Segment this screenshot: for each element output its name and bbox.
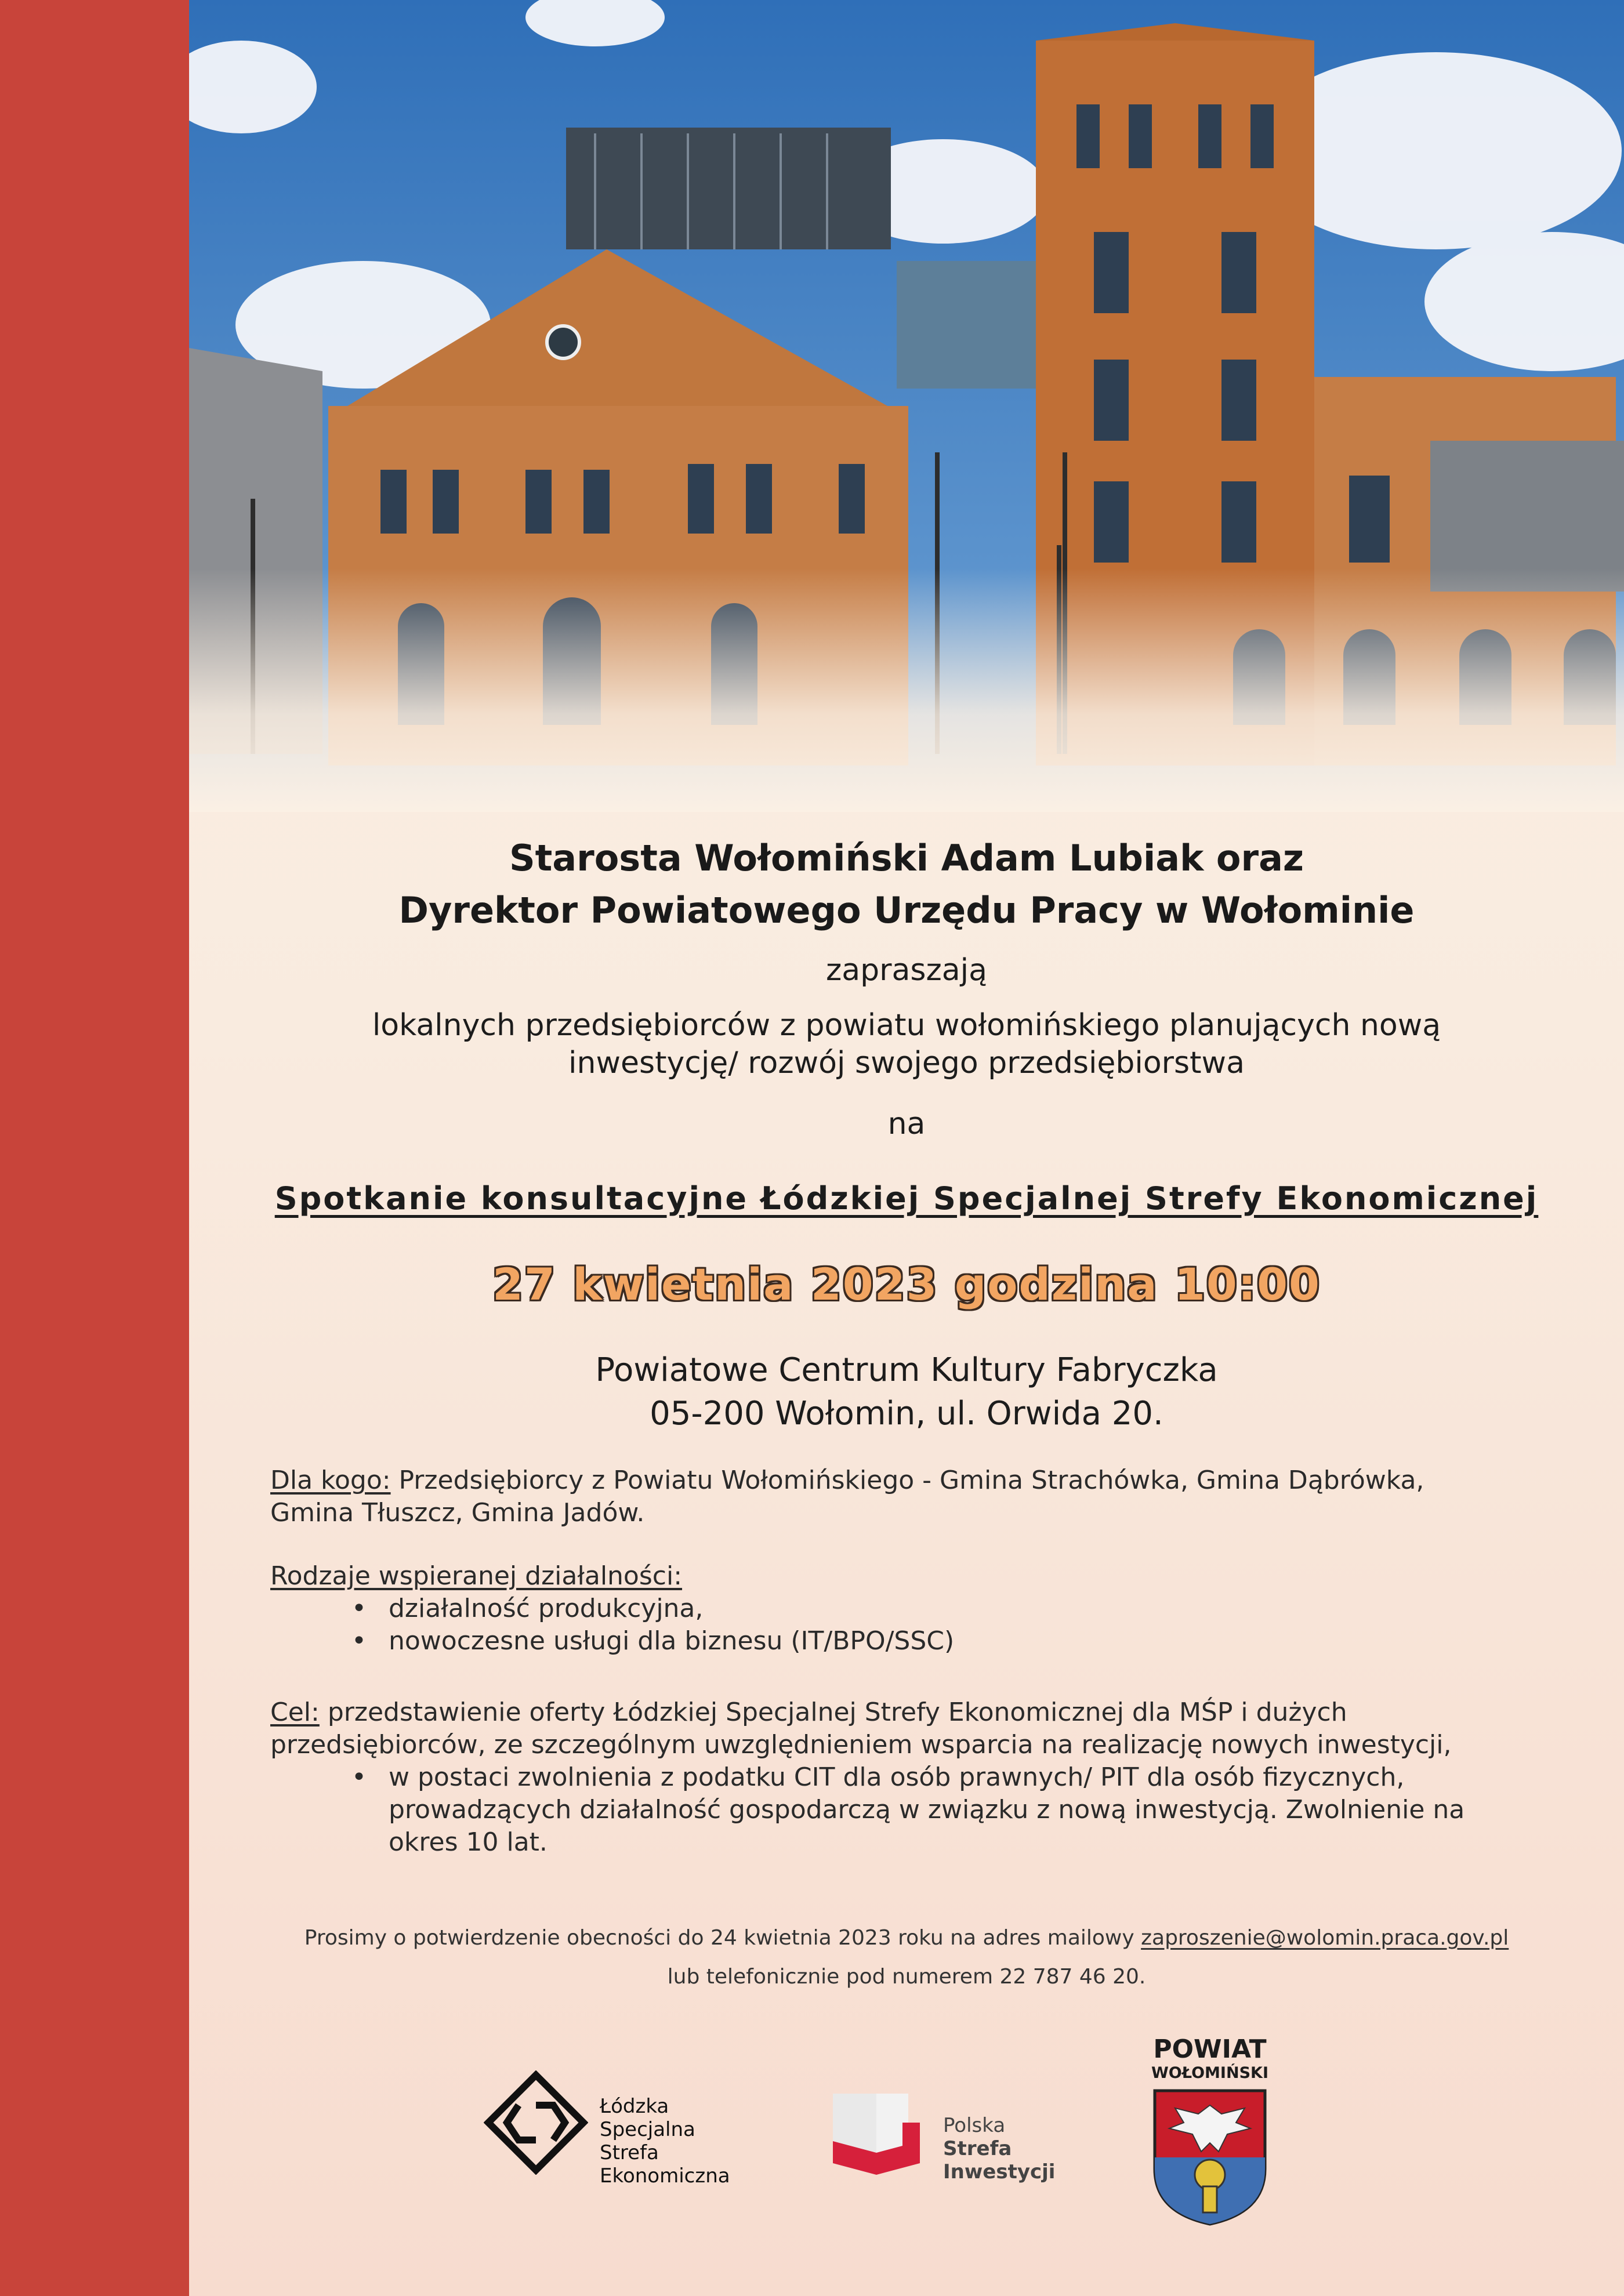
header-line-2: Dyrektor Powiatowego Urzędu Pracy w Wołominie — [398, 889, 1415, 931]
invite-na: na — [887, 1107, 926, 1141]
activities-section — [270, 1560, 1430, 1657]
list-item: • nowoczesne usługi dla biznesu (IT/BPO/SSC) — [351, 1625, 1430, 1657]
red-side-bar — [0, 0, 189, 2296]
venue-line-2: 05-200 Wołomin, ul. Orwida 20. — [650, 1395, 1163, 1432]
list-item: • działalność produkcyjna, — [351, 1593, 1430, 1625]
coat-of-arms-icon — [1152, 2088, 1268, 2227]
header-line-1: Starosta Wołomiński Adam Lubiak oraz — [509, 837, 1304, 879]
for-whom-text-1: Przedsiębiorcy z Powiatu Wołomińskiego - Gmina Strachówka, Gmina Dąbrówka, — [390, 1466, 1424, 1495]
goal-section — [270, 1696, 1546, 1859]
lsse-text-3: Ekonomiczna — [600, 2164, 730, 2188]
invite-verb: zapraszają — [826, 953, 987, 988]
goal-list — [351, 1761, 1546, 1859]
rsvp-text: Prosimy o potwierdzenie obecności do 24 kwietnia 2023 roku na adres mailowy — [304, 1926, 1141, 1950]
psi-text-2: Strefa Inwestycji — [943, 2137, 1056, 2183]
goal-text-1: przedstawienie oferty Łódzkiej Specjalnej Strefy Ekonomicznej dla MŚP i dużych — [319, 1697, 1347, 1727]
event-title: Spotkanie konsultacyjne Łódzkiej Specjalnej Strefy Ekonomicznej — [274, 1180, 1539, 1217]
for-whom-label: Dla kogo: — [270, 1466, 391, 1495]
activities-label: Rodzaje wspieranej działalności: — [270, 1561, 683, 1591]
for-whom-section — [270, 1464, 1430, 1529]
psi-flag-icon — [821, 2088, 926, 2186]
powiat-text-1: POWIAT — [1153, 2034, 1267, 2064]
lsse-text-1: Łódzka — [600, 2095, 669, 2118]
event-datetime: 27 kwietnia 2023 godzina 10:00 — [492, 1258, 1321, 1310]
goal-bullet-line-1: • w postaci zwolnienia z podatku CIT dla osób prawnych/ PIT dla osób fizycznych, — [389, 1762, 1405, 1792]
audience-line-2: inwestycję/ rozwój swojego przedsiębiorstwa — [568, 1046, 1245, 1080]
goal-bullet-line-2: prowadzących działalność gospodarczą w związku z nową inwestycją. Zwolnienie na — [389, 1795, 1465, 1825]
audience-line-1: lokalnych przedsiębiorców z powiatu wołomińskiego planujących nową — [372, 1008, 1441, 1043]
venue-line-1: Powiatowe Centrum Kultury Fabryczka — [595, 1351, 1218, 1389]
polska-strefa-inwestycji-logo — [821, 2088, 1123, 2186]
powiat-text-2: WOŁOMIŃSKI — [1151, 2064, 1268, 2082]
content-area — [189, 0, 1624, 2296]
goal-text-2: przedsiębiorców, ze szczególnym uwzględnieniem wsparcia na realizację nowych inwestycji, — [270, 1730, 1452, 1760]
psi-text-1: Polska — [943, 2114, 1006, 2137]
rsvp-line — [189, 1924, 1624, 1952]
rsvp-phone: lub telefonicznie pod numerem 22 787 46 20. — [667, 1965, 1146, 1989]
for-whom-text-2: Gmina Tłuszcz, Gmina Jadów. — [270, 1498, 645, 1528]
lsse-logo — [484, 2070, 739, 2188]
goal-label: Cel: — [270, 1697, 320, 1727]
activities-list — [351, 1593, 1430, 1657]
list-item — [351, 1761, 1546, 1859]
lsse-text-2: Specjalna Strefa — [600, 2118, 695, 2164]
rsvp-email-link[interactable]: zaproszenie@wolomin.praca.gov.pl — [1141, 1926, 1509, 1950]
powiat-wolominski-logo — [1140, 2036, 1279, 2227]
goal-bullet-line-3: okres 10 lat. — [389, 1827, 548, 1857]
lsse-diamond-icon — [484, 2070, 588, 2175]
